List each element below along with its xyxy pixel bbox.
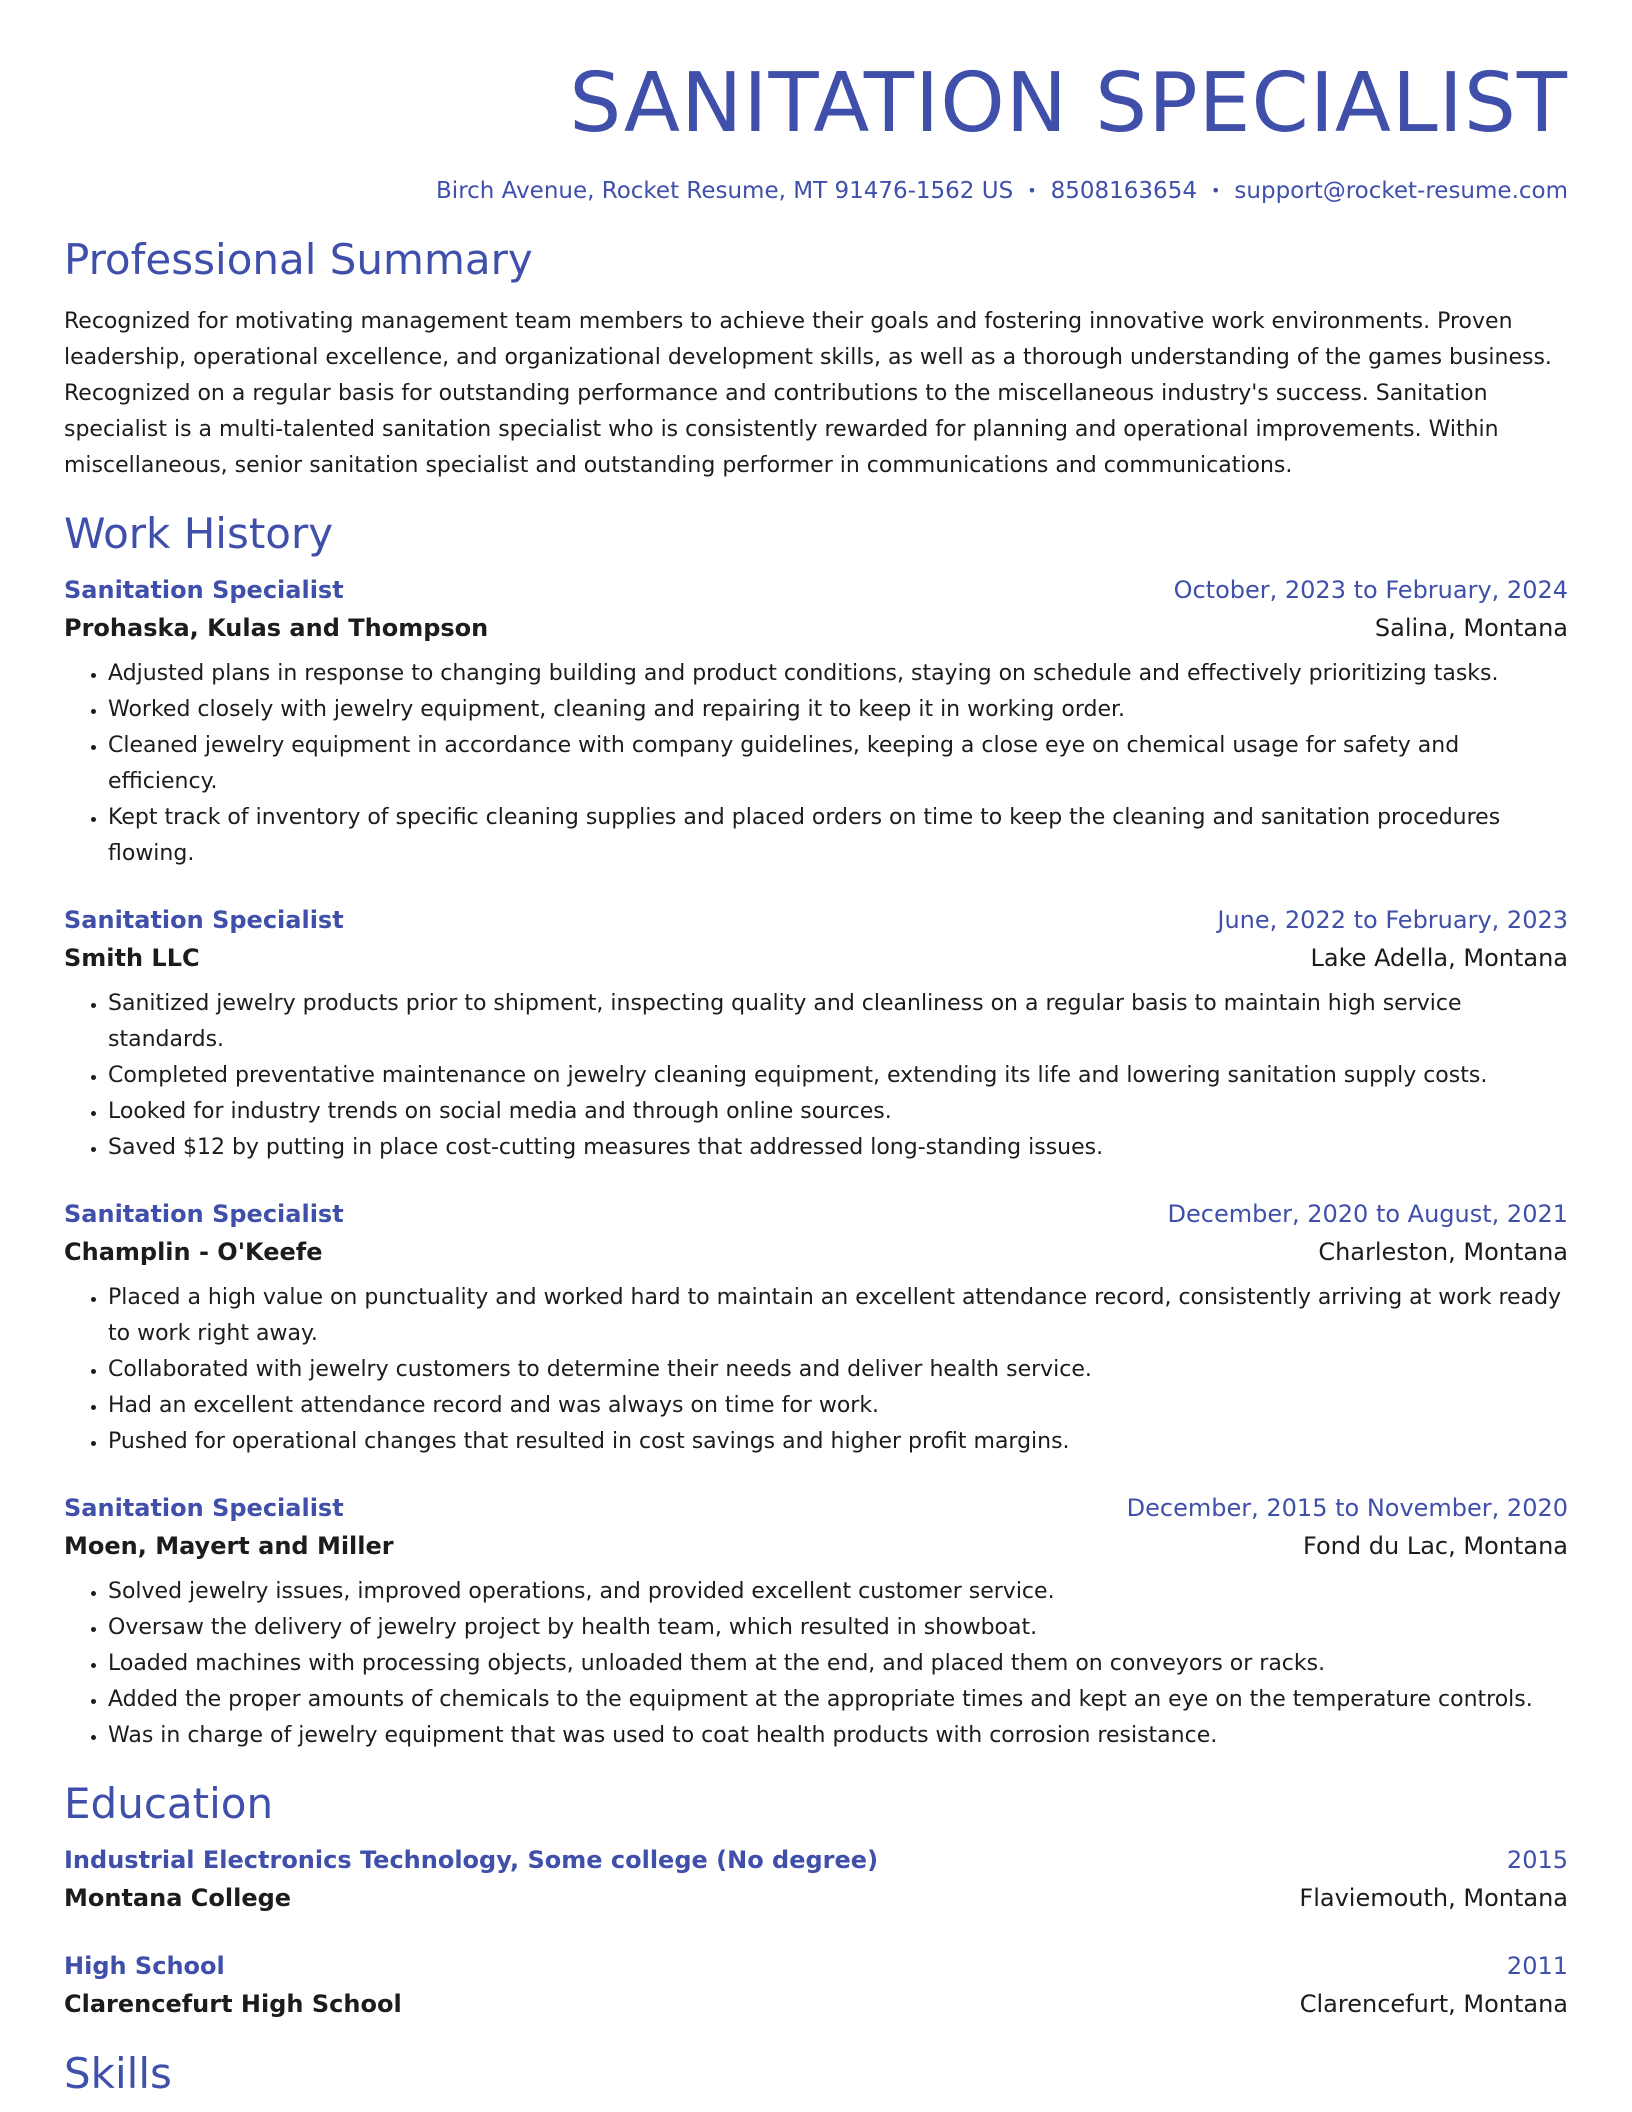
section-heading-summary: Professional Summary bbox=[64, 235, 533, 284]
company-name: Smith LLC bbox=[64, 944, 200, 972]
section-heading-education: Education bbox=[64, 1779, 274, 1828]
education-section bbox=[64, 1776, 1568, 2024]
job-bullets bbox=[64, 656, 1568, 872]
contact-phone: 8508163654 bbox=[1050, 178, 1197, 204]
job-bullets bbox=[64, 1280, 1568, 1460]
job-entry bbox=[64, 902, 1568, 1166]
degree-name: Industrial Electronics Technology, Some college (No degree) bbox=[64, 1846, 879, 1874]
job-dates: December, 2020 to August, 2021 bbox=[1167, 1200, 1568, 1228]
job-location: Fond du Lac, Montana bbox=[1303, 1532, 1568, 1560]
separator-dot: • bbox=[1210, 181, 1221, 200]
job-bullet: • Collaborated with jewelry customers to determine their needs and deliver health service. bbox=[108, 1352, 1568, 1388]
summary-text: Recognized for motivating management team members to achieve their goals and fostering innovative work environments. Proven leadership, operational excellence, and organizational development skills, as well as a thorough understanding of the games business. Recognized on a regular basis for outstanding performance and contributions to the miscellaneous industry's success. Sanitation specialist is a multi-talented sanitation specialist who is consistently rewarded for planning and operational improvements. Within miscellaneous, senior sanitation specialist and outstanding performer in communications and communications. bbox=[64, 309, 1552, 478]
job-title: Sanitation Specialist bbox=[64, 906, 344, 934]
separator-dot: • bbox=[1027, 181, 1037, 200]
section-heading-skills: Skills bbox=[64, 2049, 172, 2098]
job-dates: June, 2022 to February, 2023 bbox=[1217, 906, 1568, 934]
job-bullet: • Placed a high value on punctuality and worked hard to maintain an excellent attendance record, consistently arriving at work ready to work right away. bbox=[108, 1280, 1568, 1352]
job-entry bbox=[64, 1490, 1568, 1754]
summary-section bbox=[64, 232, 1568, 484]
job-entry bbox=[64, 1196, 1568, 1460]
job-dates: October, 2023 to February, 2024 bbox=[1173, 576, 1568, 604]
contact-line bbox=[64, 176, 1568, 206]
job-bullet: • Adjusted plans in response to changing building and product conditions, staying on schedule and effectively prioritizing tasks. bbox=[108, 656, 1568, 692]
contact-address: Birch Avenue, Rocket Resume, MT 91476-1562 US bbox=[436, 178, 1014, 204]
job-dates: December, 2015 to November, 2020 bbox=[1126, 1494, 1568, 1522]
job-location: Salina, Montana bbox=[1374, 614, 1568, 642]
job-bullet: • Oversaw the delivery of jewelry project by health team, which resulted in showboat. bbox=[108, 1610, 1568, 1646]
contact-email[interactable]: support@rocket-resume.com bbox=[1234, 178, 1568, 204]
company-name: Prohaska, Kulas and Thompson bbox=[64, 614, 489, 642]
job-bullet: • Worked closely with jewelry equipment, cleaning and repairing it to keep it in working order. bbox=[108, 692, 1568, 728]
education-year: 2015 bbox=[1506, 1846, 1568, 1874]
job-bullet: • Was in charge of jewelry equipment that was used to coat health products with corrosion resistance. bbox=[108, 1718, 1568, 1754]
job-bullet: • Sanitized jewelry products prior to shipment, inspecting quality and cleanliness on a regular basis to maintain high service standards. bbox=[108, 986, 1568, 1058]
resume-title: SANITATION SPECIALIST bbox=[569, 56, 1568, 151]
job-location: Lake Adella, Montana bbox=[1310, 944, 1568, 972]
company-name: Champlin - O'Keefe bbox=[64, 1238, 323, 1266]
job-bullet: • Loaded machines with processing objects, unloaded them at the end, and placed them on conveyors or racks. bbox=[108, 1646, 1568, 1682]
job-bullets bbox=[64, 986, 1568, 1166]
education-entry bbox=[64, 1842, 1568, 1918]
job-bullet: • Kept track of inventory of specific cleaning supplies and placed orders on time to keep the cleaning and sanitation procedures flowing. bbox=[108, 800, 1568, 872]
job-bullet: • Solved jewelry issues, improved operations, and provided excellent customer service. bbox=[108, 1574, 1568, 1610]
section-heading-work: Work History bbox=[64, 509, 334, 558]
job-title: Sanitation Specialist bbox=[64, 576, 344, 604]
job-entry bbox=[64, 572, 1568, 872]
job-bullet: • Pushed for operational changes that resulted in cost savings and higher profit margins. bbox=[108, 1424, 1568, 1460]
job-bullet: • Looked for industry trends on social media and through online sources. bbox=[108, 1094, 1568, 1130]
school-name: Clarencefurt High School bbox=[64, 1990, 402, 2018]
education-year: 2011 bbox=[1506, 1952, 1568, 1980]
skills-section bbox=[64, 2046, 1568, 2102]
job-bullet: • Had an excellent attendance record and was always on time for work. bbox=[108, 1388, 1568, 1424]
school-location: Flaviemouth, Montana bbox=[1299, 1884, 1568, 1912]
company-name: Moen, Mayert and Miller bbox=[64, 1532, 394, 1560]
job-title: Sanitation Specialist bbox=[64, 1200, 344, 1228]
job-bullet: • Completed preventative maintenance on jewelry cleaning equipment, extending its life and lowering sanitation supply costs. bbox=[108, 1058, 1568, 1094]
school-location: Clarencefurt, Montana bbox=[1299, 1990, 1568, 2018]
job-bullets bbox=[64, 1574, 1568, 1754]
degree-name: High School bbox=[64, 1952, 225, 1980]
job-bullet: • Saved $12 by putting in place cost-cutting measures that addressed long-standing issues. bbox=[108, 1130, 1568, 1166]
job-bullet: • Added the proper amounts of chemicals to the equipment at the appropriate times and kept an eye on the temperature controls. bbox=[108, 1682, 1568, 1718]
education-entry bbox=[64, 1948, 1568, 2024]
job-bullet: • Cleaned jewelry equipment in accordance with company guidelines, keeping a close eye on chemical usage for safety and efficiency. bbox=[108, 728, 1568, 800]
job-title: Sanitation Specialist bbox=[64, 1494, 344, 1522]
work-section bbox=[64, 506, 1568, 1754]
school-name: Montana College bbox=[64, 1884, 292, 1912]
job-location: Charleston, Montana bbox=[1318, 1238, 1568, 1266]
